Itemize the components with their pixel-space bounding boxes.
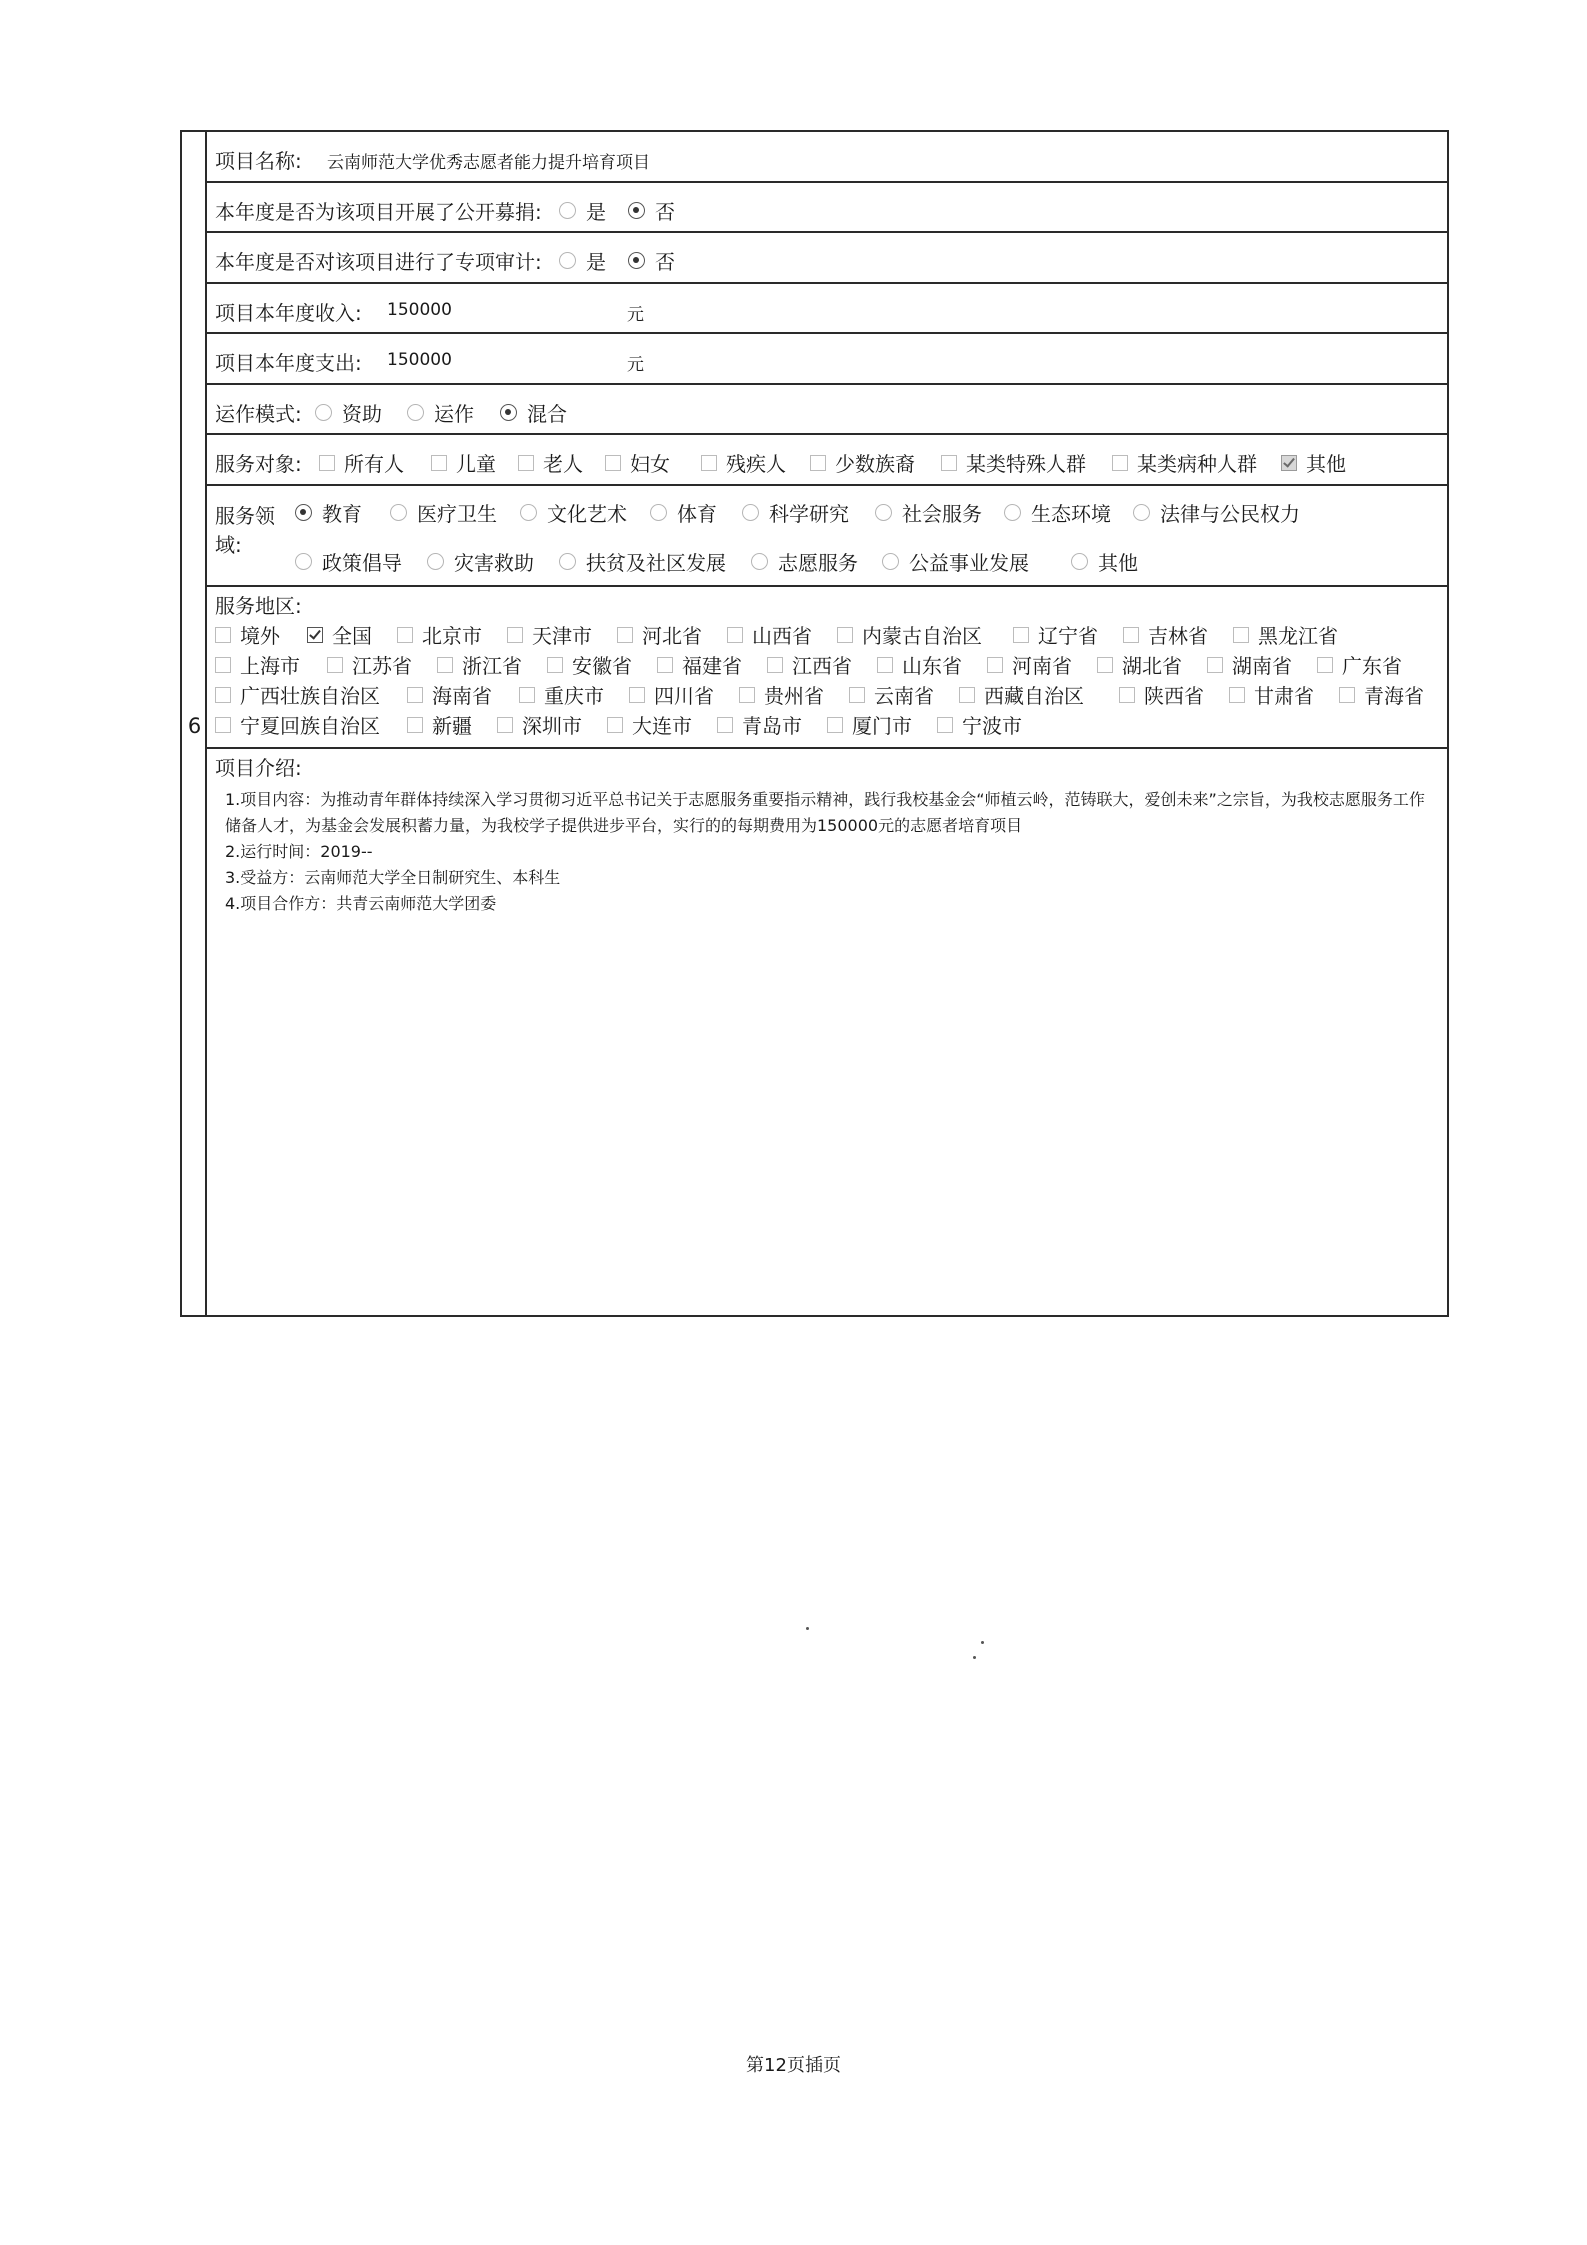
checkbox-icon (507, 627, 523, 643)
checkbox-icon (497, 717, 513, 733)
target-option-other[interactable]: 其他 (1281, 448, 1346, 477)
introduction-row (207, 749, 1447, 1315)
area-option[interactable]: 甘肃省 (1229, 680, 1314, 709)
field-option[interactable]: 社会服务 (875, 498, 982, 527)
project-name-row (207, 132, 1447, 183)
area-option[interactable]: 安徽省 (547, 650, 632, 679)
public-fundraising-row (207, 183, 1447, 233)
area-option[interactable]: 云南省 (849, 680, 934, 709)
area-option-nationwide[interactable]: 全国 (307, 620, 372, 649)
radio-icon (559, 553, 576, 570)
expense-label: 项目本年度支出: (215, 351, 362, 375)
checkbox-icon (319, 455, 335, 471)
checkbox-icon (215, 717, 231, 733)
checkbox-icon (941, 455, 957, 471)
radio-icon (315, 404, 332, 421)
area-option[interactable]: 贵州省 (739, 680, 824, 709)
area-option[interactable]: 湖南省 (1207, 650, 1292, 679)
scan-speck (806, 1627, 809, 1630)
checkbox-icon (701, 455, 717, 471)
income-unit: 元 (627, 305, 644, 325)
target-option[interactable]: 少数族裔 (810, 448, 915, 477)
field-option[interactable]: 医疗卫生 (390, 498, 497, 527)
radio-icon (295, 553, 312, 570)
service-fields-row (207, 486, 1447, 587)
expense-value: 150000 (387, 350, 452, 370)
area-option[interactable]: 北京市 (397, 620, 482, 649)
checkbox-icon (657, 657, 673, 673)
radio-icon (875, 504, 892, 521)
checkbox-icon (327, 657, 343, 673)
checkbox-icon (877, 657, 893, 673)
target-option[interactable]: 妇女 (605, 448, 670, 477)
introduction-line: 2.运行时间：2019-- (225, 842, 373, 861)
field-option[interactable]: 文化艺术 (520, 498, 627, 527)
operation-mode-option-mixed[interactable]: 混合 (500, 398, 567, 427)
radio-icon (407, 404, 424, 421)
checkbox-icon (407, 687, 423, 703)
radio-icon (751, 553, 768, 570)
field-option[interactable]: 生态环境 (1004, 498, 1111, 527)
income-row (207, 284, 1447, 334)
checkbox-icon (1339, 687, 1355, 703)
target-option[interactable]: 某类特殊人群 (941, 448, 1086, 477)
service-targets-row (207, 435, 1447, 486)
project-content (207, 132, 1447, 1315)
area-option[interactable]: 青岛市 (717, 710, 802, 739)
radio-selected-icon (628, 252, 645, 269)
project-name-value: 云南师范大学优秀志愿者能力提升培育项目 (327, 153, 650, 173)
checkbox-icon (1123, 627, 1139, 643)
area-option[interactable]: 上海市 (215, 650, 300, 679)
checkbox-icon (607, 717, 623, 733)
area-option[interactable]: 河南省 (987, 650, 1072, 679)
project-table (180, 130, 1449, 1317)
row-number: 6 (187, 714, 202, 738)
income-label: 项目本年度收入: (215, 301, 362, 325)
operation-mode-option-operating[interactable]: 运作 (407, 398, 474, 427)
checkbox-icon (849, 687, 865, 703)
radio-selected-icon (295, 504, 312, 521)
area-option[interactable]: 青海省 (1339, 680, 1424, 709)
area-option[interactable]: 内蒙古自治区 (837, 620, 982, 649)
income-value: 150000 (387, 300, 452, 320)
checkbox-checked-icon (307, 627, 323, 643)
field-option[interactable]: 体育 (650, 498, 717, 527)
radio-icon (520, 504, 537, 521)
public-fundraising-no-option[interactable]: 否 (628, 196, 675, 225)
checkbox-icon (1317, 657, 1333, 673)
checkbox-icon (717, 717, 733, 733)
target-option[interactable]: 某类病种人群 (1112, 448, 1257, 477)
service-fields-label-line1: 服务领 (215, 504, 275, 528)
public-fundraising-yes-option[interactable]: 是 (559, 196, 606, 225)
radio-icon (1004, 504, 1021, 521)
area-option[interactable]: 海南省 (407, 680, 492, 709)
radio-icon (559, 202, 576, 219)
area-option[interactable]: 重庆市 (519, 680, 604, 709)
target-option[interactable]: 所有人 (319, 448, 404, 477)
target-option[interactable]: 残疾人 (701, 448, 786, 477)
radio-selected-icon (500, 404, 517, 421)
area-option[interactable]: 深圳市 (497, 710, 582, 739)
area-option[interactable]: 广西壮族自治区 (215, 680, 380, 709)
field-option[interactable]: 扶贫及社区发展 (559, 547, 726, 576)
service-targets-label: 服务对象: (215, 452, 302, 476)
radio-icon (390, 504, 407, 521)
operation-mode-option-funding[interactable]: 资助 (315, 398, 382, 427)
checkbox-icon (547, 657, 563, 673)
special-audit-row (207, 233, 1447, 284)
target-option[interactable]: 儿童 (431, 448, 496, 477)
target-option[interactable]: 老人 (518, 448, 583, 477)
checkbox-icon (1229, 687, 1245, 703)
special-audit-no-option[interactable]: 否 (628, 246, 675, 275)
checkbox-icon (629, 687, 645, 703)
field-option[interactable]: 教育 (295, 498, 362, 527)
area-option[interactable]: 陕西省 (1119, 680, 1204, 709)
page-footer: 第12页插页 (746, 2055, 841, 2076)
checkbox-icon (1112, 455, 1128, 471)
checkbox-icon (437, 657, 453, 673)
area-option[interactable]: 江西省 (767, 650, 852, 679)
area-option[interactable]: 福建省 (657, 650, 742, 679)
checkbox-icon (837, 627, 853, 643)
checkbox-icon (407, 717, 423, 733)
radio-icon (882, 553, 899, 570)
checkbox-checked-icon (1281, 455, 1297, 471)
introduction-line: 3.受益方：云南师范大学全日制研究生、本科生 (225, 868, 561, 887)
row-number-column (182, 132, 207, 1315)
checkbox-icon (1233, 627, 1249, 643)
project-name-label: 项目名称: (215, 149, 302, 173)
field-option[interactable]: 其他 (1071, 547, 1138, 576)
checkbox-icon (827, 717, 843, 733)
area-option[interactable]: 四川省 (629, 680, 714, 709)
introduction-text (225, 787, 1440, 917)
checkbox-icon (937, 717, 953, 733)
checkbox-icon (1097, 657, 1113, 673)
radio-icon (1071, 553, 1088, 570)
checkbox-icon (959, 687, 975, 703)
area-option[interactable]: 江苏省 (327, 650, 412, 679)
checkbox-icon (397, 627, 413, 643)
checkbox-icon (987, 657, 1003, 673)
area-option[interactable]: 新疆 (407, 710, 472, 739)
field-option[interactable]: 政策倡导 (295, 547, 402, 576)
area-option[interactable]: 河北省 (617, 620, 702, 649)
checkbox-icon (519, 687, 535, 703)
introduction-line: 1.项目内容：为推动青年群体持续深入学习贯彻习近平总书记关于志愿服务重要指示精神，践行我校基金会“师植云岭，范铸联大，爱创未来”之宗旨，为我校志愿服务工作储备人才，为基金会发展积蓄力量，为我校学子提供进步平台，实行的的每期费用为150000元的志愿者培育项目 (225, 790, 1425, 835)
area-option[interactable]: 黑龙江省 (1233, 620, 1338, 649)
radio-icon (427, 553, 444, 570)
area-option[interactable]: 辽宁省 (1013, 620, 1098, 649)
checkbox-icon (1207, 657, 1223, 673)
field-option[interactable]: 科学研究 (742, 498, 849, 527)
field-option[interactable]: 志愿服务 (751, 547, 858, 576)
service-fields-label-line2: 域: (215, 533, 242, 557)
special-audit-yes-option[interactable]: 是 (559, 246, 606, 275)
checkbox-icon (431, 455, 447, 471)
area-option[interactable]: 广东省 (1317, 650, 1402, 679)
radio-icon (1133, 504, 1150, 521)
checkbox-icon (767, 657, 783, 673)
area-option[interactable]: 境外 (215, 620, 280, 649)
service-areas-row (207, 587, 1447, 749)
public-fundraising-label: 本年度是否为该项目开展了公开募捐: (215, 200, 542, 224)
area-option[interactable]: 厦门市 (827, 710, 912, 739)
introduction-line: 4.项目合作方：共青云南师范大学团委 (225, 894, 497, 913)
operation-mode-row (207, 385, 1447, 435)
area-option[interactable]: 宁夏回族自治区 (215, 710, 380, 739)
checkbox-icon (215, 657, 231, 673)
checkbox-icon (1119, 687, 1135, 703)
checkbox-icon (605, 455, 621, 471)
area-option[interactable]: 浙江省 (437, 650, 522, 679)
special-audit-label: 本年度是否对该项目进行了专项审计: (215, 250, 542, 274)
service-areas-label: 服务地区: (215, 594, 302, 618)
area-option[interactable]: 大连市 (607, 710, 692, 739)
area-option[interactable]: 宁波市 (937, 710, 1022, 739)
area-option[interactable]: 西藏自治区 (959, 680, 1084, 709)
radio-icon (559, 252, 576, 269)
checkbox-icon (617, 627, 633, 643)
checkbox-icon (518, 455, 534, 471)
area-option[interactable]: 湖北省 (1097, 650, 1182, 679)
area-option[interactable]: 天津市 (507, 620, 592, 649)
radio-icon (650, 504, 667, 521)
checkbox-icon (215, 687, 231, 703)
radio-selected-icon (628, 202, 645, 219)
checkbox-icon (215, 627, 231, 643)
expense-unit: 元 (627, 355, 644, 375)
area-option[interactable]: 山西省 (727, 620, 812, 649)
area-option[interactable]: 山东省 (877, 650, 962, 679)
expense-row (207, 334, 1447, 385)
operation-mode-label: 运作模式: (215, 402, 302, 426)
field-option[interactable]: 法律与公民权力 (1133, 498, 1300, 527)
checkbox-icon (739, 687, 755, 703)
checkbox-icon (1013, 627, 1029, 643)
scan-speck (973, 1656, 976, 1659)
field-option[interactable]: 灾害救助 (427, 547, 534, 576)
field-option[interactable]: 公益事业发展 (882, 547, 1029, 576)
area-option[interactable]: 吉林省 (1123, 620, 1208, 649)
checkbox-icon (810, 455, 826, 471)
scan-speck (981, 1641, 984, 1644)
radio-icon (742, 504, 759, 521)
introduction-label: 项目介绍: (215, 756, 302, 780)
checkbox-icon (727, 627, 743, 643)
